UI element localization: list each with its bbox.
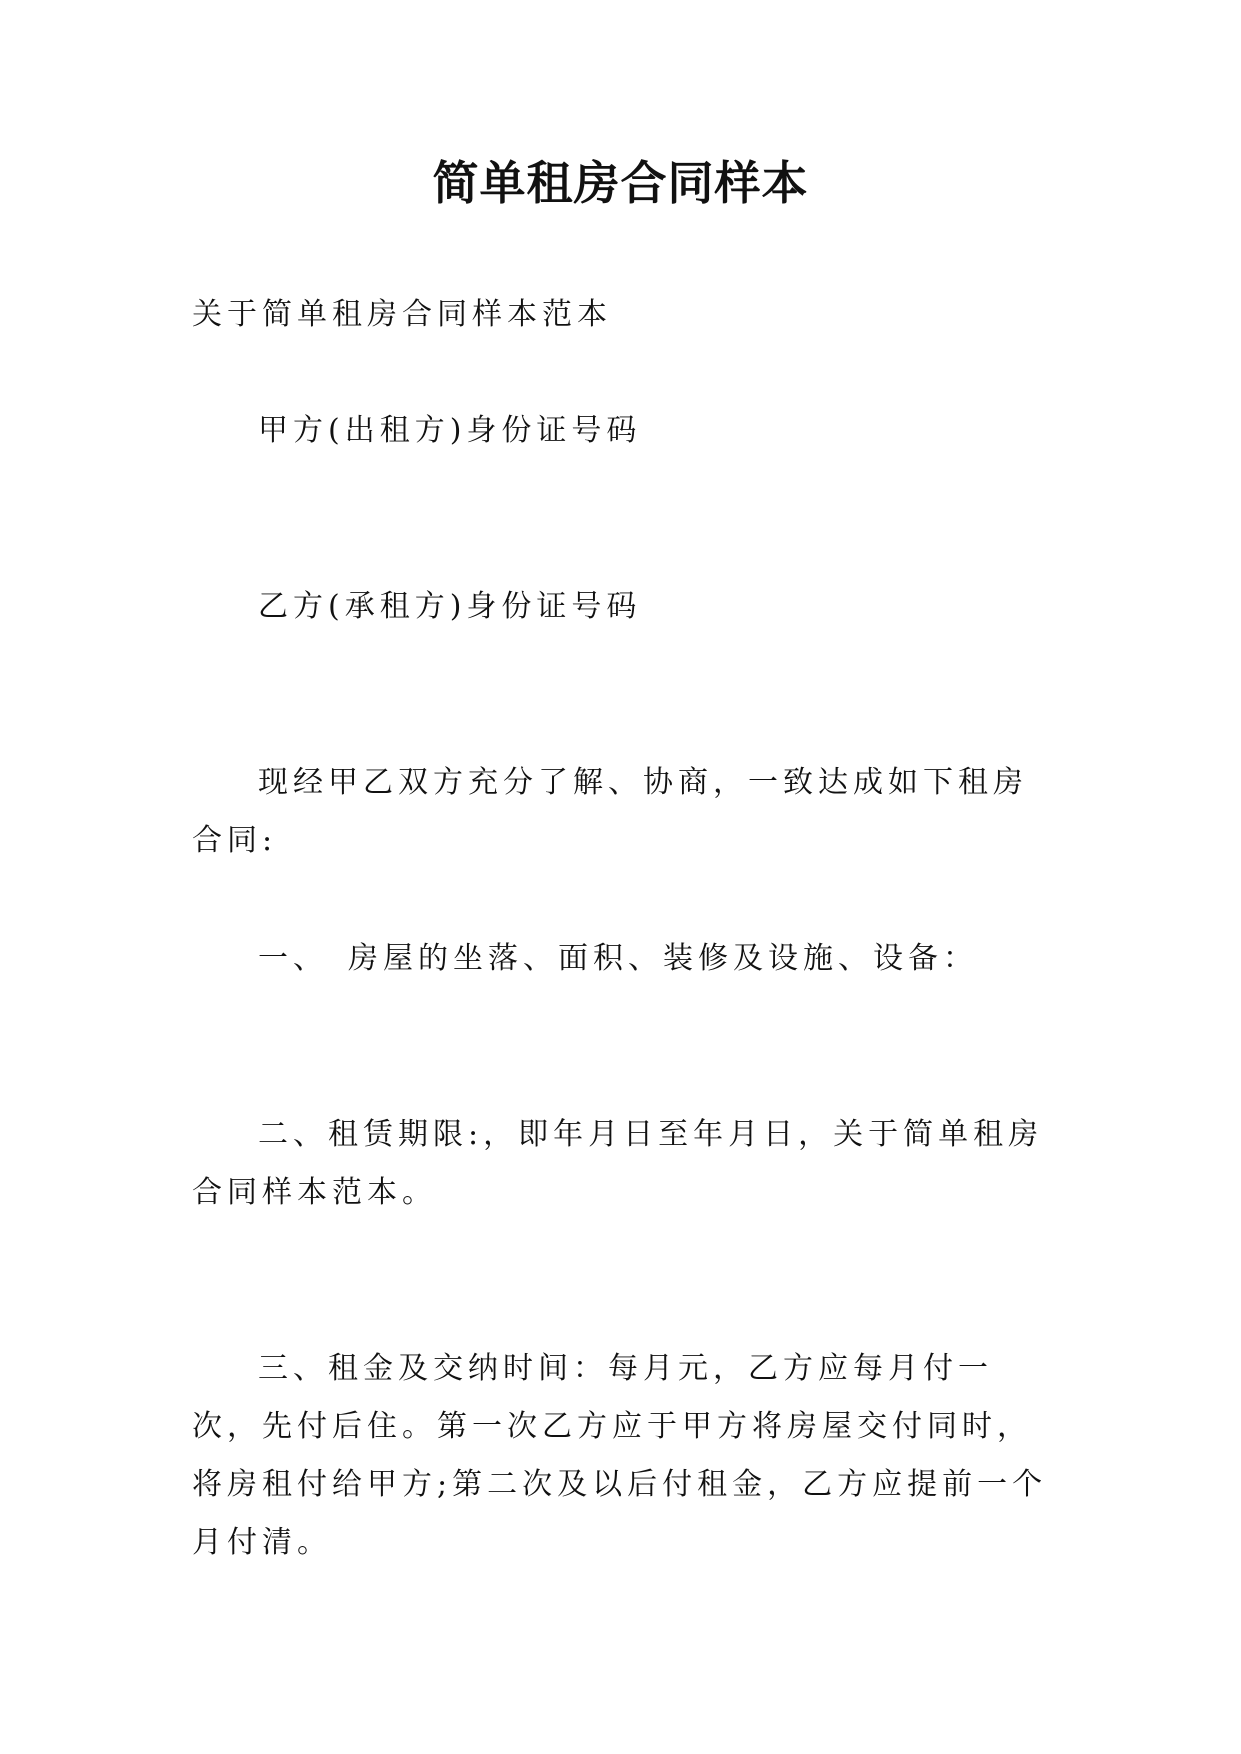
clause-2-paragraph: 二、租赁期限:，即年月日至年月日，关于简单租房合同样本范本。 [192, 1117, 1044, 1210]
clause-1-paragraph: 一、 房屋的坐落、面积、装修及设施、设备： [258, 941, 978, 976]
intro-paragraph: 关于简单租房合同样本范本 [192, 297, 612, 332]
clause-3-paragraph: 三、租金及交纳时间：每月元，乙方应每月付一次，先付后住。第一次乙方应于甲方将房屋交付同时，将房租付给甲方;第二次及以后付租金，乙方应提前一个月付清。 [192, 1351, 1048, 1560]
lessor-id-line: 甲方(出租方)身份证号码 [258, 413, 642, 448]
document-title: 简单租房合同样本 [432, 156, 809, 210]
agreement-paragraph: 现经甲乙双方充分了解、协商，一致达成如下租房合同: [192, 765, 1028, 858]
lessee-id-line: 乙方(承租方)身份证号码 [258, 589, 642, 624]
